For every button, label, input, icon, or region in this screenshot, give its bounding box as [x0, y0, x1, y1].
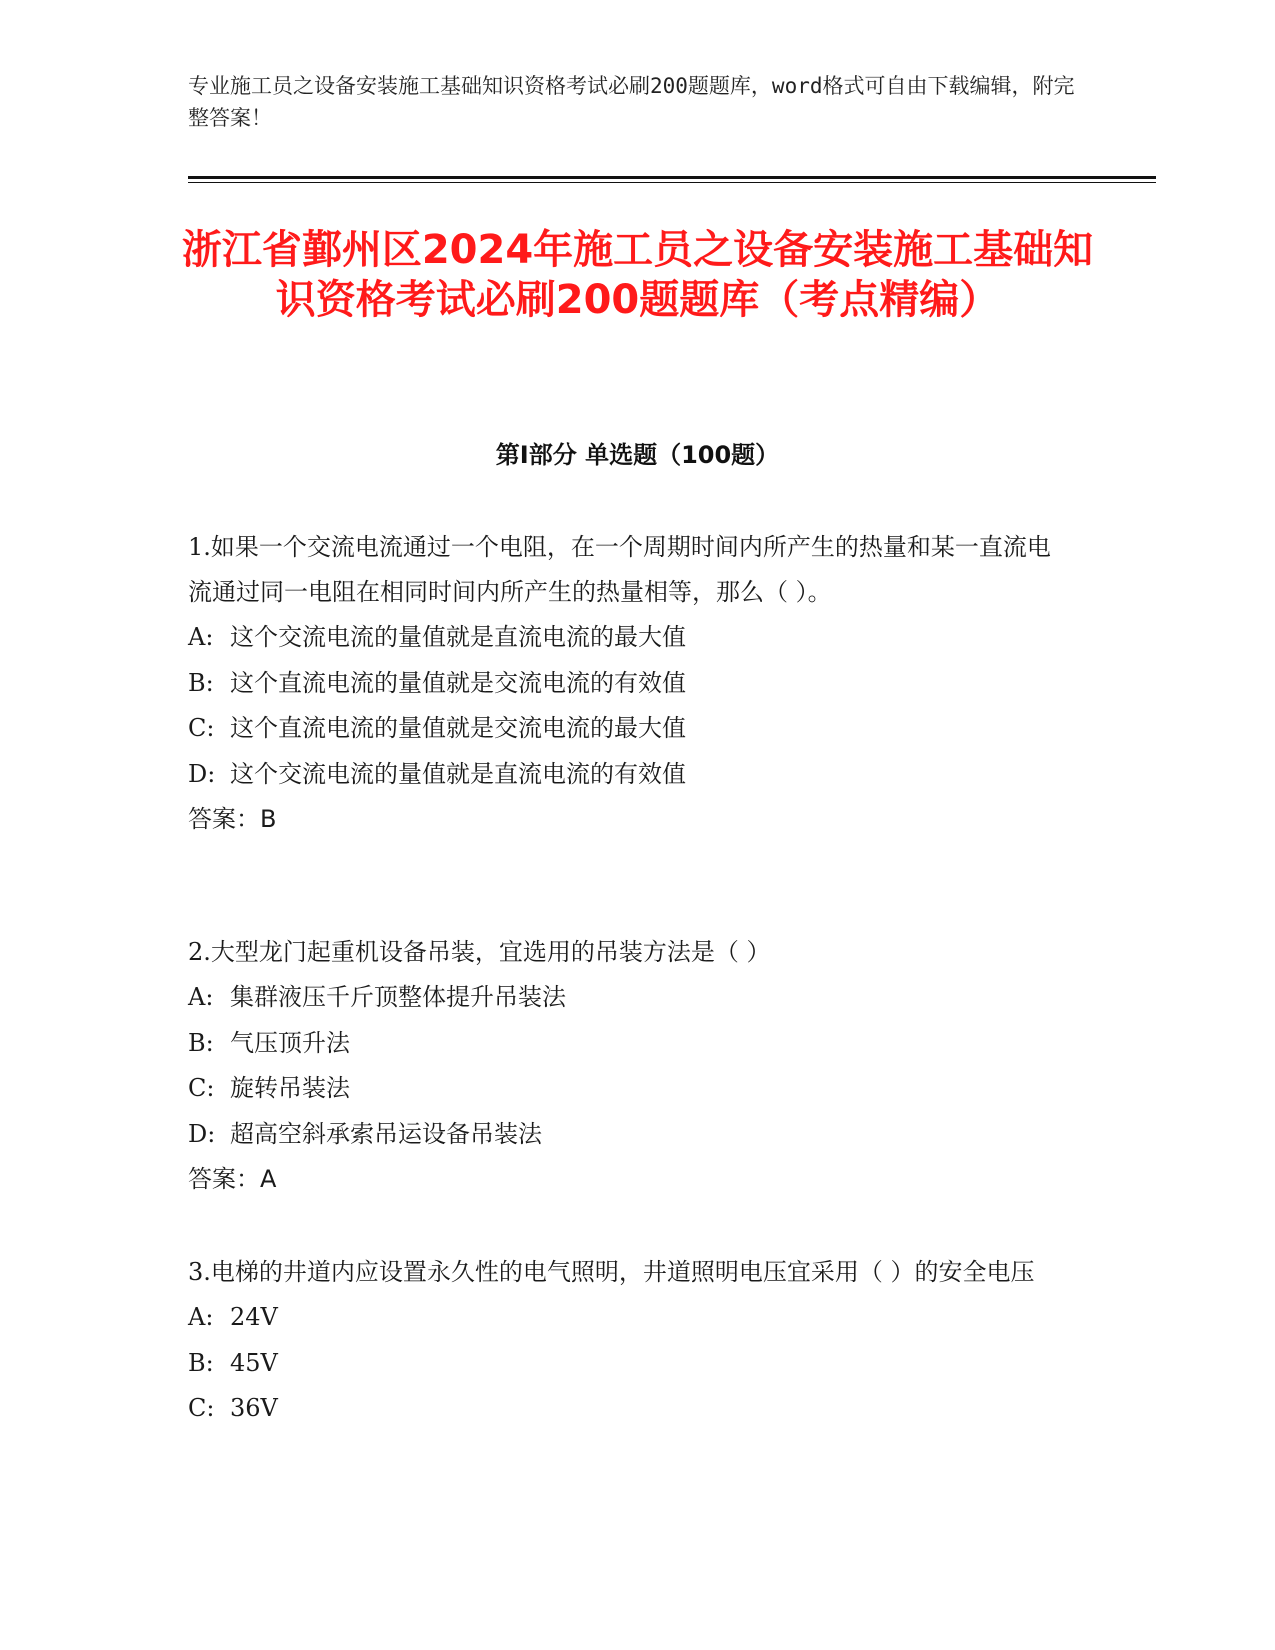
option-a	[188, 975, 1068, 1021]
option-text: 这个直流电流的量值就是交流电流的有效值	[230, 668, 686, 697]
option-letter: B:	[188, 668, 214, 697]
option-text: 旋转吊装法	[230, 1074, 350, 1102]
question-3	[188, 1250, 1068, 1432]
option-a	[188, 1295, 1068, 1341]
option-c	[188, 1066, 1068, 1112]
option-text: 这个交流电流的量值就是直流电流的有效值	[230, 759, 686, 788]
answer-line: 答案：B	[188, 805, 277, 833]
option-letter: A:	[188, 983, 214, 1011]
option-letter: C:	[188, 1394, 215, 1422]
question-2	[188, 930, 1068, 1202]
option-letter: B:	[188, 1028, 214, 1057]
option-b	[188, 1021, 1068, 1067]
question-1	[188, 525, 1068, 842]
option-d	[188, 752, 1068, 798]
question-stem: 3.电梯的井道内应设置永久性的电气照明，井道照明电压宜采用（ ）的安全电压	[188, 1258, 1035, 1286]
section-title: 第I部分 单选题（100题）	[495, 441, 780, 469]
option-d	[188, 1112, 1068, 1158]
option-c	[188, 706, 1068, 752]
header-rule-thin	[188, 182, 1156, 183]
option-c	[188, 1386, 1068, 1432]
option-b	[188, 1341, 1068, 1387]
option-text: 集群液压千斤顶整体提升吊装法	[230, 983, 566, 1011]
option-text: 24V	[230, 1303, 278, 1331]
option-b	[188, 661, 1068, 707]
option-text: 36V	[230, 1394, 278, 1422]
option-a	[188, 615, 1068, 661]
option-letter: D:	[188, 759, 216, 788]
option-letter: A:	[188, 623, 214, 651]
question-stem: 2.大型龙门起重机设备吊装，宜选用的吊装方法是（ ）	[188, 938, 771, 966]
option-letter: B:	[188, 1348, 214, 1377]
option-text: 这个直流电流的量值就是交流电流的最大值	[230, 714, 686, 742]
header-note: 专业施工员之设备安装施工基础知识资格考试必刷200题题库，word格式可自由下载编辑，附完整答案！	[188, 74, 1075, 130]
option-text: 气压顶升法	[230, 1028, 350, 1057]
option-letter: D:	[188, 1119, 216, 1148]
option-letter: C:	[188, 714, 215, 742]
option-letter: A:	[188, 1303, 214, 1331]
option-text: 超高空斜承索吊运设备吊装法	[230, 1119, 542, 1148]
option-text: 这个交流电流的量值就是直流电流的最大值	[230, 623, 686, 651]
question-stem: 1.如果一个交流电流通过一个电阻，在一个周期时间内所产生的热量和某一直流电流通过同一电阻在相同时间内所产生的热量相等，那么（ ）。	[188, 533, 1051, 606]
option-letter: C:	[188, 1074, 215, 1102]
document-title: 浙江省鄞州区2024年施工员之设备安装施工基础知识资格考试必刷200题题库（考点精编）	[181, 227, 1094, 323]
header-rule-thick	[188, 176, 1156, 179]
option-text: 45V	[230, 1348, 278, 1377]
answer-line: 答案：A	[188, 1165, 277, 1193]
